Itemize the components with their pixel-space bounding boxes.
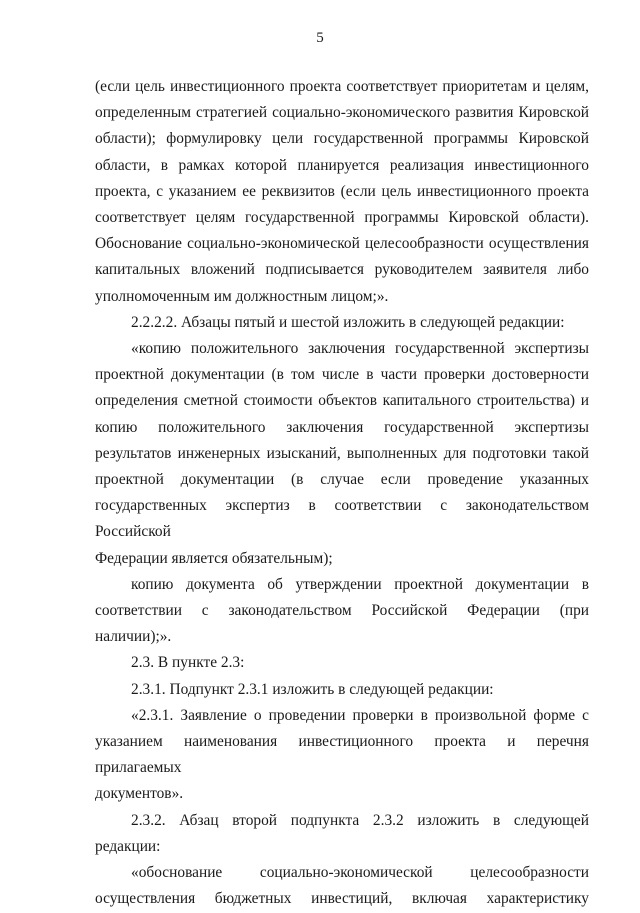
paragraph-line: копию документа об утверждении проектной документации в [131,575,589,593]
paragraph-line: документов». [95,785,184,803]
paragraph-line: соответствует целям государственной программы Кировской области). [95,209,589,227]
paragraph-line: капитальных вложений подписывается руководителем заявителя либо [95,261,589,279]
paragraph-line: определения сметной стоимости объектов капитального строительства) и [95,392,589,410]
paragraph-line: определенным стратегией социально-экономического развития Кировской [95,104,589,122]
paragraph-line: Обоснование социально-экономической целесообразности осуществления [95,235,589,253]
paragraph-line: соответствии с законодательством Российской Федерации (при наличии);». [95,602,589,646]
paragraph-line: 2.3.1. Подпункт 2.3.1 изложить в следующей редакции: [131,680,494,698]
paragraph-line: проекта, с указанием ее реквизитов (если цель инвестиционного проекта [95,182,589,200]
paragraph-line: Федерации является обязательным); [95,549,333,567]
paragraph-line: копию положительного заключения государственной экспертизы [95,418,589,436]
paragraph-line: указанием наименования инвестиционного проекта и перечня прилагаемых [95,733,589,777]
paragraph-line: результатов инженерных изысканий, выполненных для подготовки такой [95,444,589,462]
document-body [95,74,589,913]
paragraph-line: 2.2.2.2. Абзацы пятый и шестой изложить в следующей редакции: [131,313,565,331]
paragraph-line: проектной документации (в том числе в части проверки достоверности [95,366,589,384]
paragraph-line: осуществления бюджетных инвестиций, включая характеристику [95,890,589,908]
page-number: 5 [316,30,324,46]
paragraph-line: проектной документации (в случае если проведение указанных [95,471,589,489]
paragraph-line: «копию положительного заключения государственной экспертизы [131,340,589,358]
paragraph-line: 2.3. В пункте 2.3: [131,654,245,672]
paragraph-line: (если цель инвестиционного проекта соответствует приоритетам и целям, [95,78,589,95]
paragraph-line: государственных экспертиз в соответствии с законодательством Российской [95,497,589,541]
paragraph-line: уполномоченным им должностным лицом;». [95,287,389,305]
paragraph-line: «2.3.1. Заявление о проведении проверки в произвольной форме с [131,706,589,724]
paragraph-line: области, в рамках которой планируется реализация инвестиционного [95,156,589,174]
paragraph-line: 2.3.2. Абзац второй подпункта 2.3.2 изложить в следующей редакции: [95,811,589,855]
paragraph-line: «обоснование социально-экономической целесообразности [131,864,589,882]
paragraph-line: области); формулировку цели государственной программы Кировской [95,130,589,148]
